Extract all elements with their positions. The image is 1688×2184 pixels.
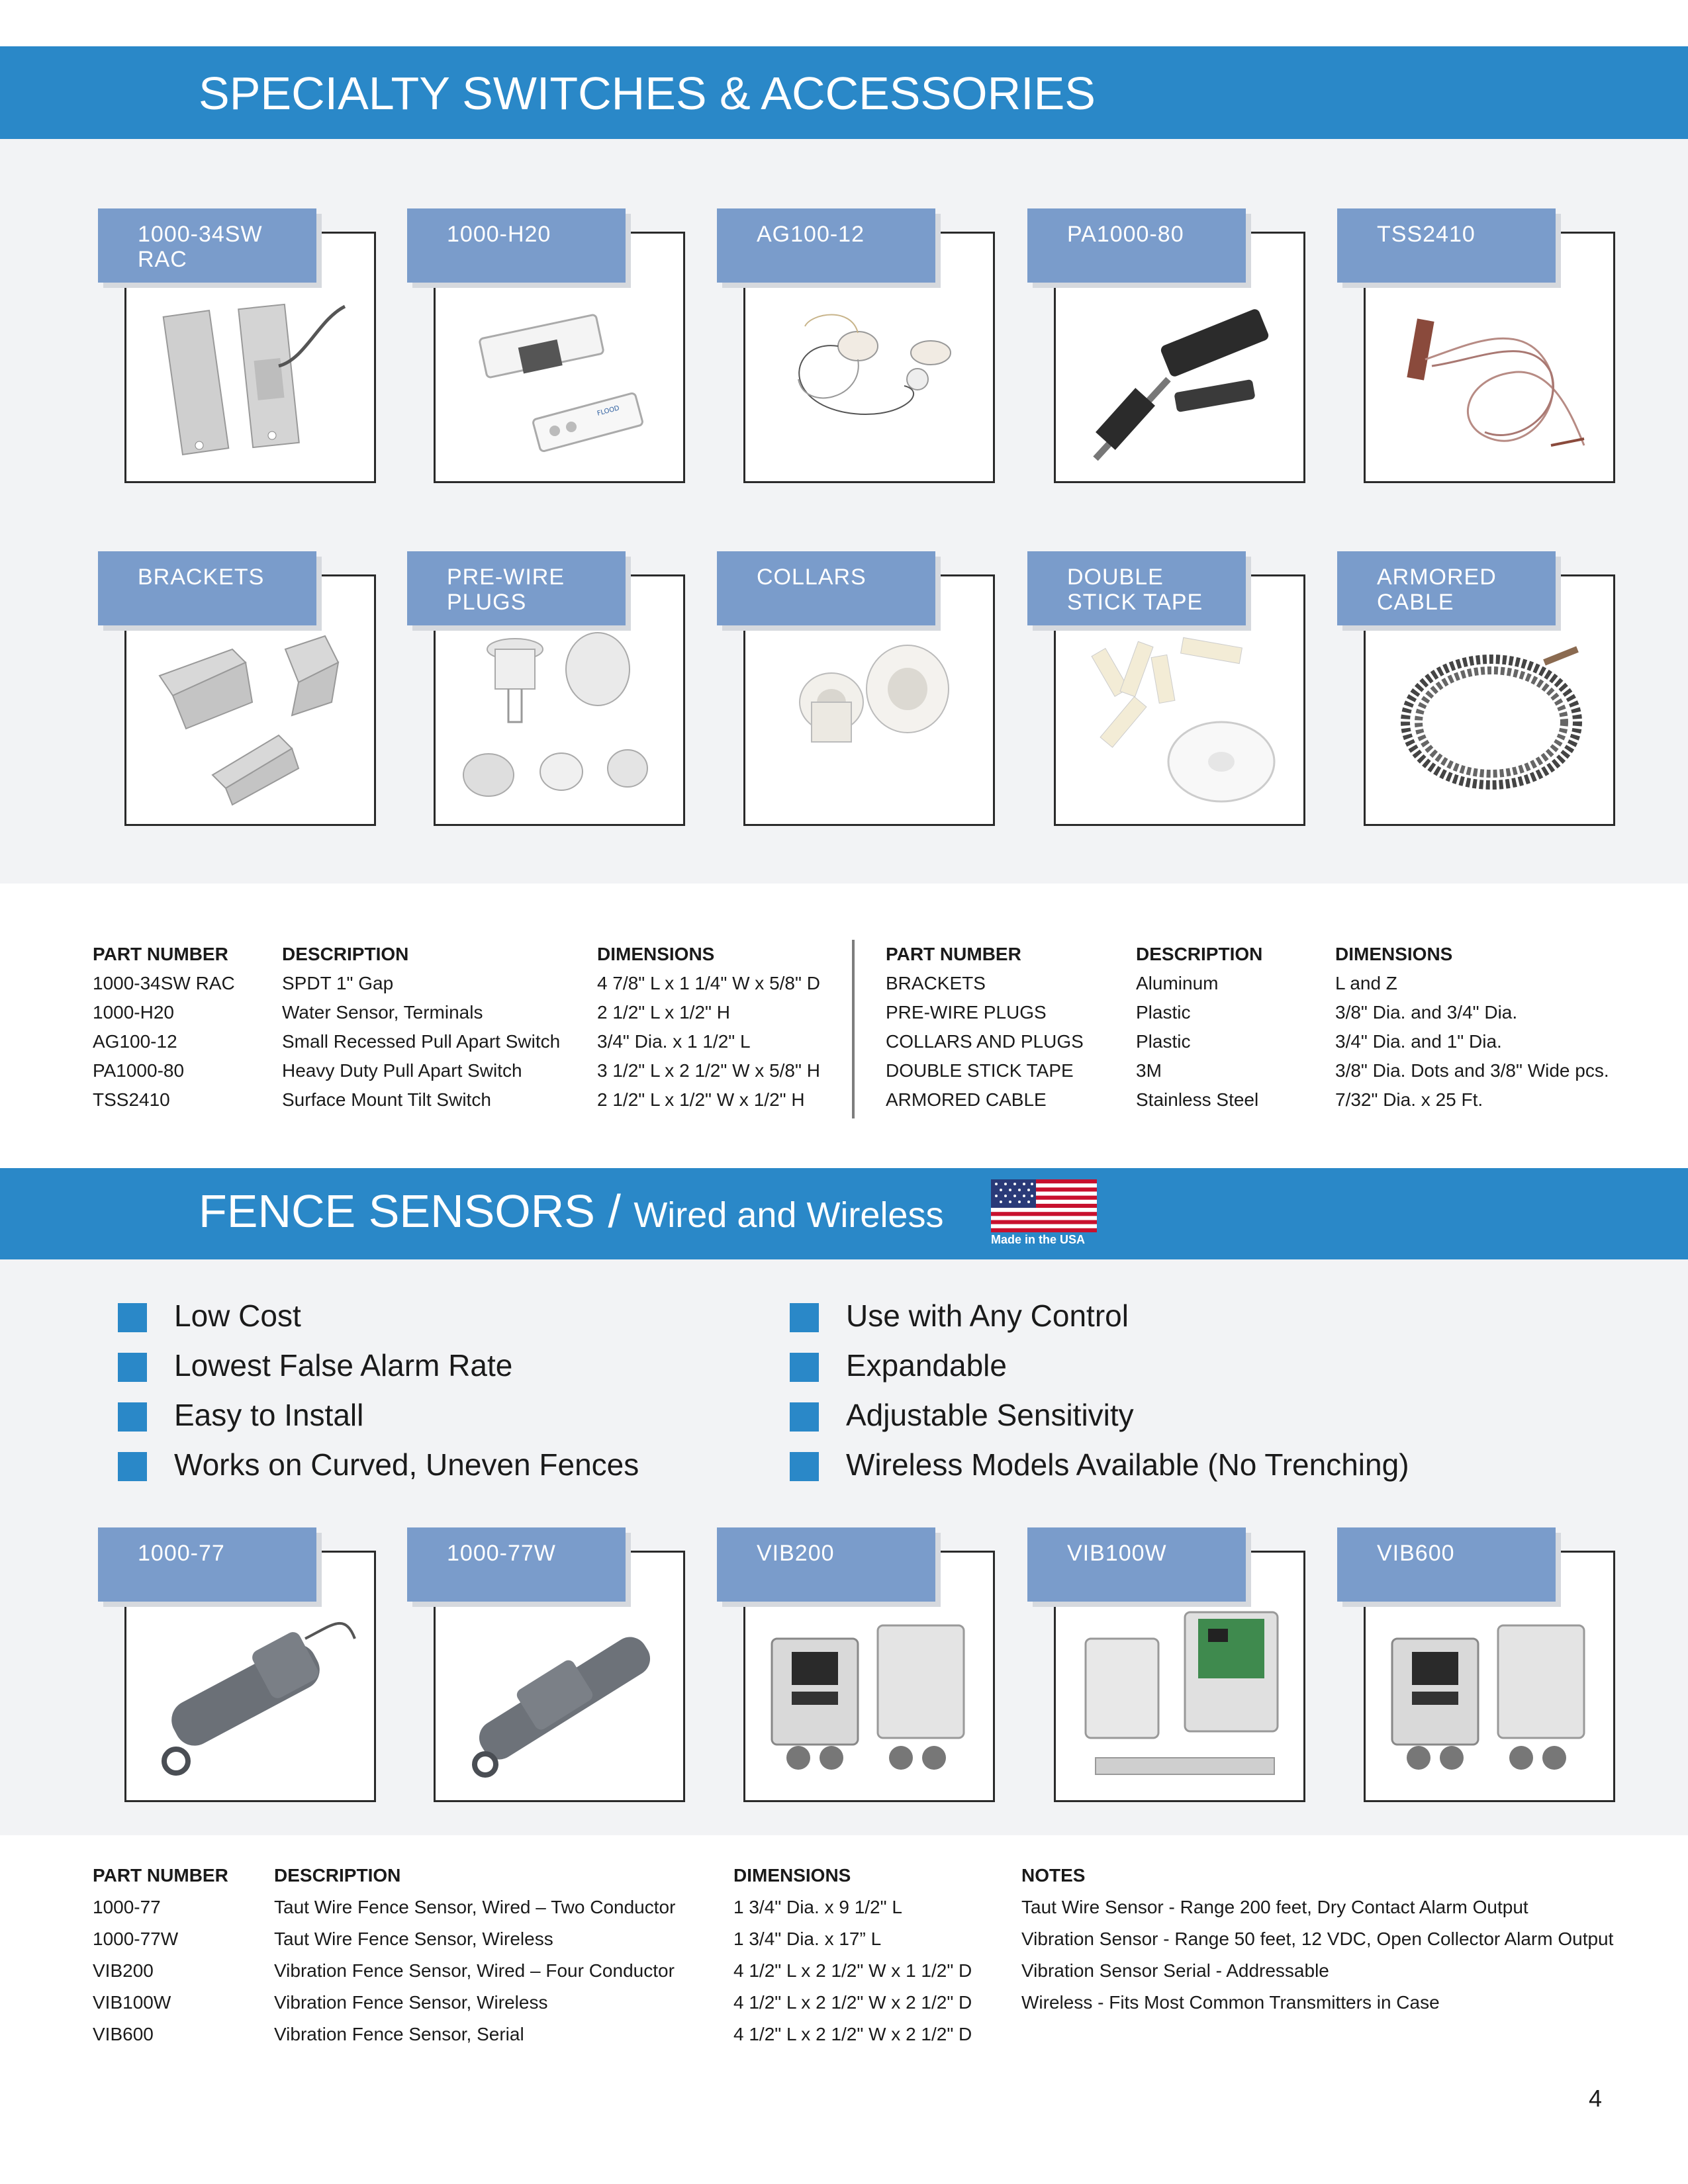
specialty-products-panel [0,139,1688,884]
column-description: DESCRIPTION Taut Wire Fence Sensor, Wired – Two Conductor Taut Wire Fence Sensor, Wireless Vibration Fence Sensor, Wired – Four Conductor Vibration Fence Sensor, Wireless Vibration Fence Sensor, Serial [274,1860,675,2050]
fence-spec-table [93,1860,1648,2058]
usa-flag-icon [991,1179,1097,1232]
table-cell: Vibration Fence Sensor, Wireless [274,1992,548,2013]
table-cell: ARMORED CABLE [886,1089,1047,1110]
heavy-duty-switch-icon [1076,280,1288,465]
bullet-square-icon [118,1303,147,1332]
table-cell: 4 1/2" L x 2 1/2" W x 1 1/2" D [733,1960,972,1981]
table-cell: Taut Wire Fence Sensor, Wireless [274,1929,553,1949]
feature-item: Works on Curved, Uneven Fences [118,1440,639,1490]
table-cell: Plastic [1136,1002,1191,1023]
table-cell: SPDT 1" Gap [282,973,394,993]
table-cell: 4 7/8" L x 1 1/4" W x 5/8" D [597,973,820,993]
column-part-number: PART NUMBER 1000-77 1000-77W VIB200 VIB100W VIB600 [93,1860,228,2050]
table-cell: 1000-77 [93,1897,161,1917]
collars-icon [765,623,977,808]
product-tag: ARMORED CABLE [1337,551,1556,625]
table-cell: Vibration Sensor Serial - Addressable [1021,1960,1329,1981]
table-cell: 3/8" Dia. and 3/4" Dia. [1335,1002,1518,1023]
product-tag: 1000-H20 [407,208,626,283]
product-tag: AG100-12 [717,208,935,283]
product-tag: 1000-77 [98,1527,316,1602]
fence-sensors-panel [0,1259,1688,1835]
column-dimensions: DIMENSIONS 4 7/8" L x 1 1/4" W x 5/8" D 2 1/2" L x 1/2" H 3/4" Dia. x 1 1/2" L 3 1/2" L x 2 1/2" W x 5/8" H 2 1/2" L x 1/2" W x 1/2" H [597,940,820,1115]
table-cell: 1000-H20 [93,1002,174,1023]
table-cell: Taut Wire Sensor - Range 200 feet, Dry Contact Alarm Output [1021,1897,1528,1917]
product-tag: 1000-34SW RAC [98,208,316,283]
table-cell: Water Sensor, Terminals [282,1002,483,1023]
table-cell: 1000-77W [93,1929,179,1949]
product-tag: PRE-WIRE PLUGS [407,551,626,625]
feature-item: Easy to Install [118,1390,639,1440]
table-cell: Vibration Fence Sensor, Serial [274,2024,524,2044]
serial-vibration-sensor-icon [1385,1599,1597,1784]
table-cell: BRACKETS [886,973,986,993]
table-cell: Heavy Duty Pull Apart Switch [282,1060,522,1081]
table-cell: 4 1/2" L x 2 1/2" W x 2 1/2" D [733,2024,972,2044]
plugs-icon [455,623,667,808]
table-cell: Aluminum [1136,973,1219,993]
armored-cable-icon [1385,623,1597,808]
bullet-square-icon [118,1452,147,1481]
table-cell: 1000-34SW RAC [93,973,235,993]
column-description: DESCRIPTION SPDT 1" Gap Water Sensor, Terminals Small Recessed Pull Apart Switch Heavy Duty Pull Apart Switch Surface Mount Tilt Switch [282,940,560,1115]
feature-item: Expandable [790,1341,1409,1390]
table-cell: VIB100W [93,1992,171,2013]
feature-item: Adjustable Sensitivity [790,1390,1409,1440]
table-cell: COLLARS AND PLUGS [886,1031,1084,1052]
bullet-square-icon [790,1353,819,1382]
water-sensor-icon [455,280,667,465]
table-divider [852,940,855,1118]
column-dimensions: DIMENSIONS 1 3/4" Dia. x 9 1/2" L 1 3/4" Dia. x 17” L 4 1/2" L x 2 1/2" W x 1 1/2" D 4 1/2" L x 2 1/2" W x 2 1/2" D 4 1/2" L x 2 1/2" W x 2 1/2" D [733,1860,972,2050]
table-cell: Small Recessed Pull Apart Switch [282,1031,561,1052]
bullet-square-icon [790,1452,819,1481]
table-cell: 3/4" Dia. x 1 1/2" L [597,1031,751,1052]
product-tag: TSS2410 [1337,208,1556,283]
column-part-number: PART NUMBER 1000-34SW RAC 1000-H20 AG100-12 PA1000-80 TSS2410 [93,940,235,1115]
table-cell: PA1000-80 [93,1060,185,1081]
table-cell: 4 1/2" L x 2 1/2" W x 2 1/2" D [733,1992,972,2013]
bullet-square-icon [790,1303,819,1332]
table-cell: Taut Wire Fence Sensor, Wired – Two Conductor [274,1897,676,1917]
product-tag: COLLARS [717,551,935,625]
feature-item: Use with Any Control [790,1291,1409,1341]
svg-text:FLOOD: FLOOD [596,404,621,418]
product-tag: 1000-77W [407,1527,626,1602]
section-title: FENCE SENSORS / Wired and Wireless [199,1185,944,1237]
bullet-square-icon [790,1402,819,1432]
table-cell: 2 1/2" L x 1/2" W x 1/2" H [597,1089,805,1110]
table-cell: TSS2410 [93,1089,170,1110]
table-cell: PRE-WIRE PLUGS [886,1002,1047,1023]
section-title: SPECIALTY SWITCHES & ACCESSORIES [199,68,1096,119]
table-cell: AG100-12 [93,1031,177,1052]
column-part-number: PART NUMBER BRACKETS PRE-WIRE PLUGS COLLARS AND PLUGS DOUBLE STICK TAPE ARMORED CABLE [886,940,1084,1115]
page-number: 4 [1589,2085,1603,2112]
brackets-icon [146,623,358,808]
table-cell: 1 3/4" Dia. x 9 1/2" L [733,1897,902,1917]
feature-item: Wireless Models Available (No Trenching) [790,1440,1409,1490]
feature-list-left [118,1291,639,1490]
table-cell: 3/8" Dia. Dots and 3/8" Wide pcs. [1335,1060,1609,1081]
table-cell: 1 3/4" Dia. x 17” L [733,1929,882,1949]
table-cell: Vibration Sensor - Range 50 feet, 12 VDC, Open Collector Alarm Output [1021,1929,1614,1949]
table-cell: 3M [1136,1060,1162,1081]
table-cell: 3 1/2" L x 2 1/2" W x 5/8" H [597,1060,820,1081]
product-tag: BRACKETS [98,551,316,625]
table-cell: Surface Mount Tilt Switch [282,1089,491,1110]
pull-apart-switch-icon [765,280,977,465]
product-tag: VIB200 [717,1527,935,1602]
table-cell: VIB200 [93,1960,154,1981]
vibration-sensor-icon [765,1599,977,1784]
bullet-square-icon [118,1402,147,1432]
table-cell: Stainless Steel [1136,1089,1259,1110]
product-tag: DOUBLE STICK TAPE [1027,551,1246,625]
section-subtitle: Wired and Wireless [633,1195,944,1235]
bullet-square-icon [118,1353,147,1382]
section-header-specialty [0,46,1688,139]
feature-item: Lowest False Alarm Rate [118,1341,639,1390]
made-in-usa-caption: Made in the USA [991,1233,1086,1246]
feature-list-right [790,1291,1409,1490]
specialty-spec-table [93,940,1615,1125]
table-cell: Plastic [1136,1031,1191,1052]
tape-icon [1076,623,1288,808]
wireless-vibration-sensor-icon [1076,1599,1288,1784]
door-contact-icon [146,280,358,465]
table-cell: VIB600 [93,2024,154,2044]
product-tag: PA1000-80 [1027,208,1246,283]
wireless-taut-wire-sensor-icon [455,1599,667,1784]
feature-item: Low Cost [118,1291,639,1341]
table-cell: Vibration Fence Sensor, Wired – Four Conductor [274,1960,675,1981]
column-dimensions: DIMENSIONS L and Z 3/8" Dia. and 3/4" Dia. 3/4" Dia. and 1" Dia. 3/8" Dia. Dots and 3/8" Wide pcs. 7/32" Dia. x 25 Ft. [1335,940,1609,1115]
taut-wire-sensor-icon [146,1599,358,1784]
column-notes: NOTES Taut Wire Sensor - Range 200 feet, Dry Contact Alarm Output Vibration Sensor - Range 50 feet, 12 VDC, Open Collector Alarm Output Vibration Sensor Serial - Addressable Wireless - Fits Most Common Transmitters in Case [1021,1860,1613,2019]
section-header-fence [0,1168,1688,1259]
table-cell: L and Z [1335,973,1397,993]
tilt-switch-icon [1385,280,1597,465]
column-description: DESCRIPTION Aluminum Plastic Plastic 3M Stainless Steel [1136,940,1262,1115]
product-tag: VIB100W [1027,1527,1246,1602]
table-cell: 3/4" Dia. and 1" Dia. [1335,1031,1502,1052]
table-cell: DOUBLE STICK TAPE [886,1060,1074,1081]
table-cell: 7/32" Dia. x 25 Ft. [1335,1089,1483,1110]
table-cell: Wireless - Fits Most Common Transmitters in Case [1021,1992,1440,2013]
table-cell: 2 1/2" L x 1/2" H [597,1002,730,1023]
product-tag: VIB600 [1337,1527,1556,1602]
